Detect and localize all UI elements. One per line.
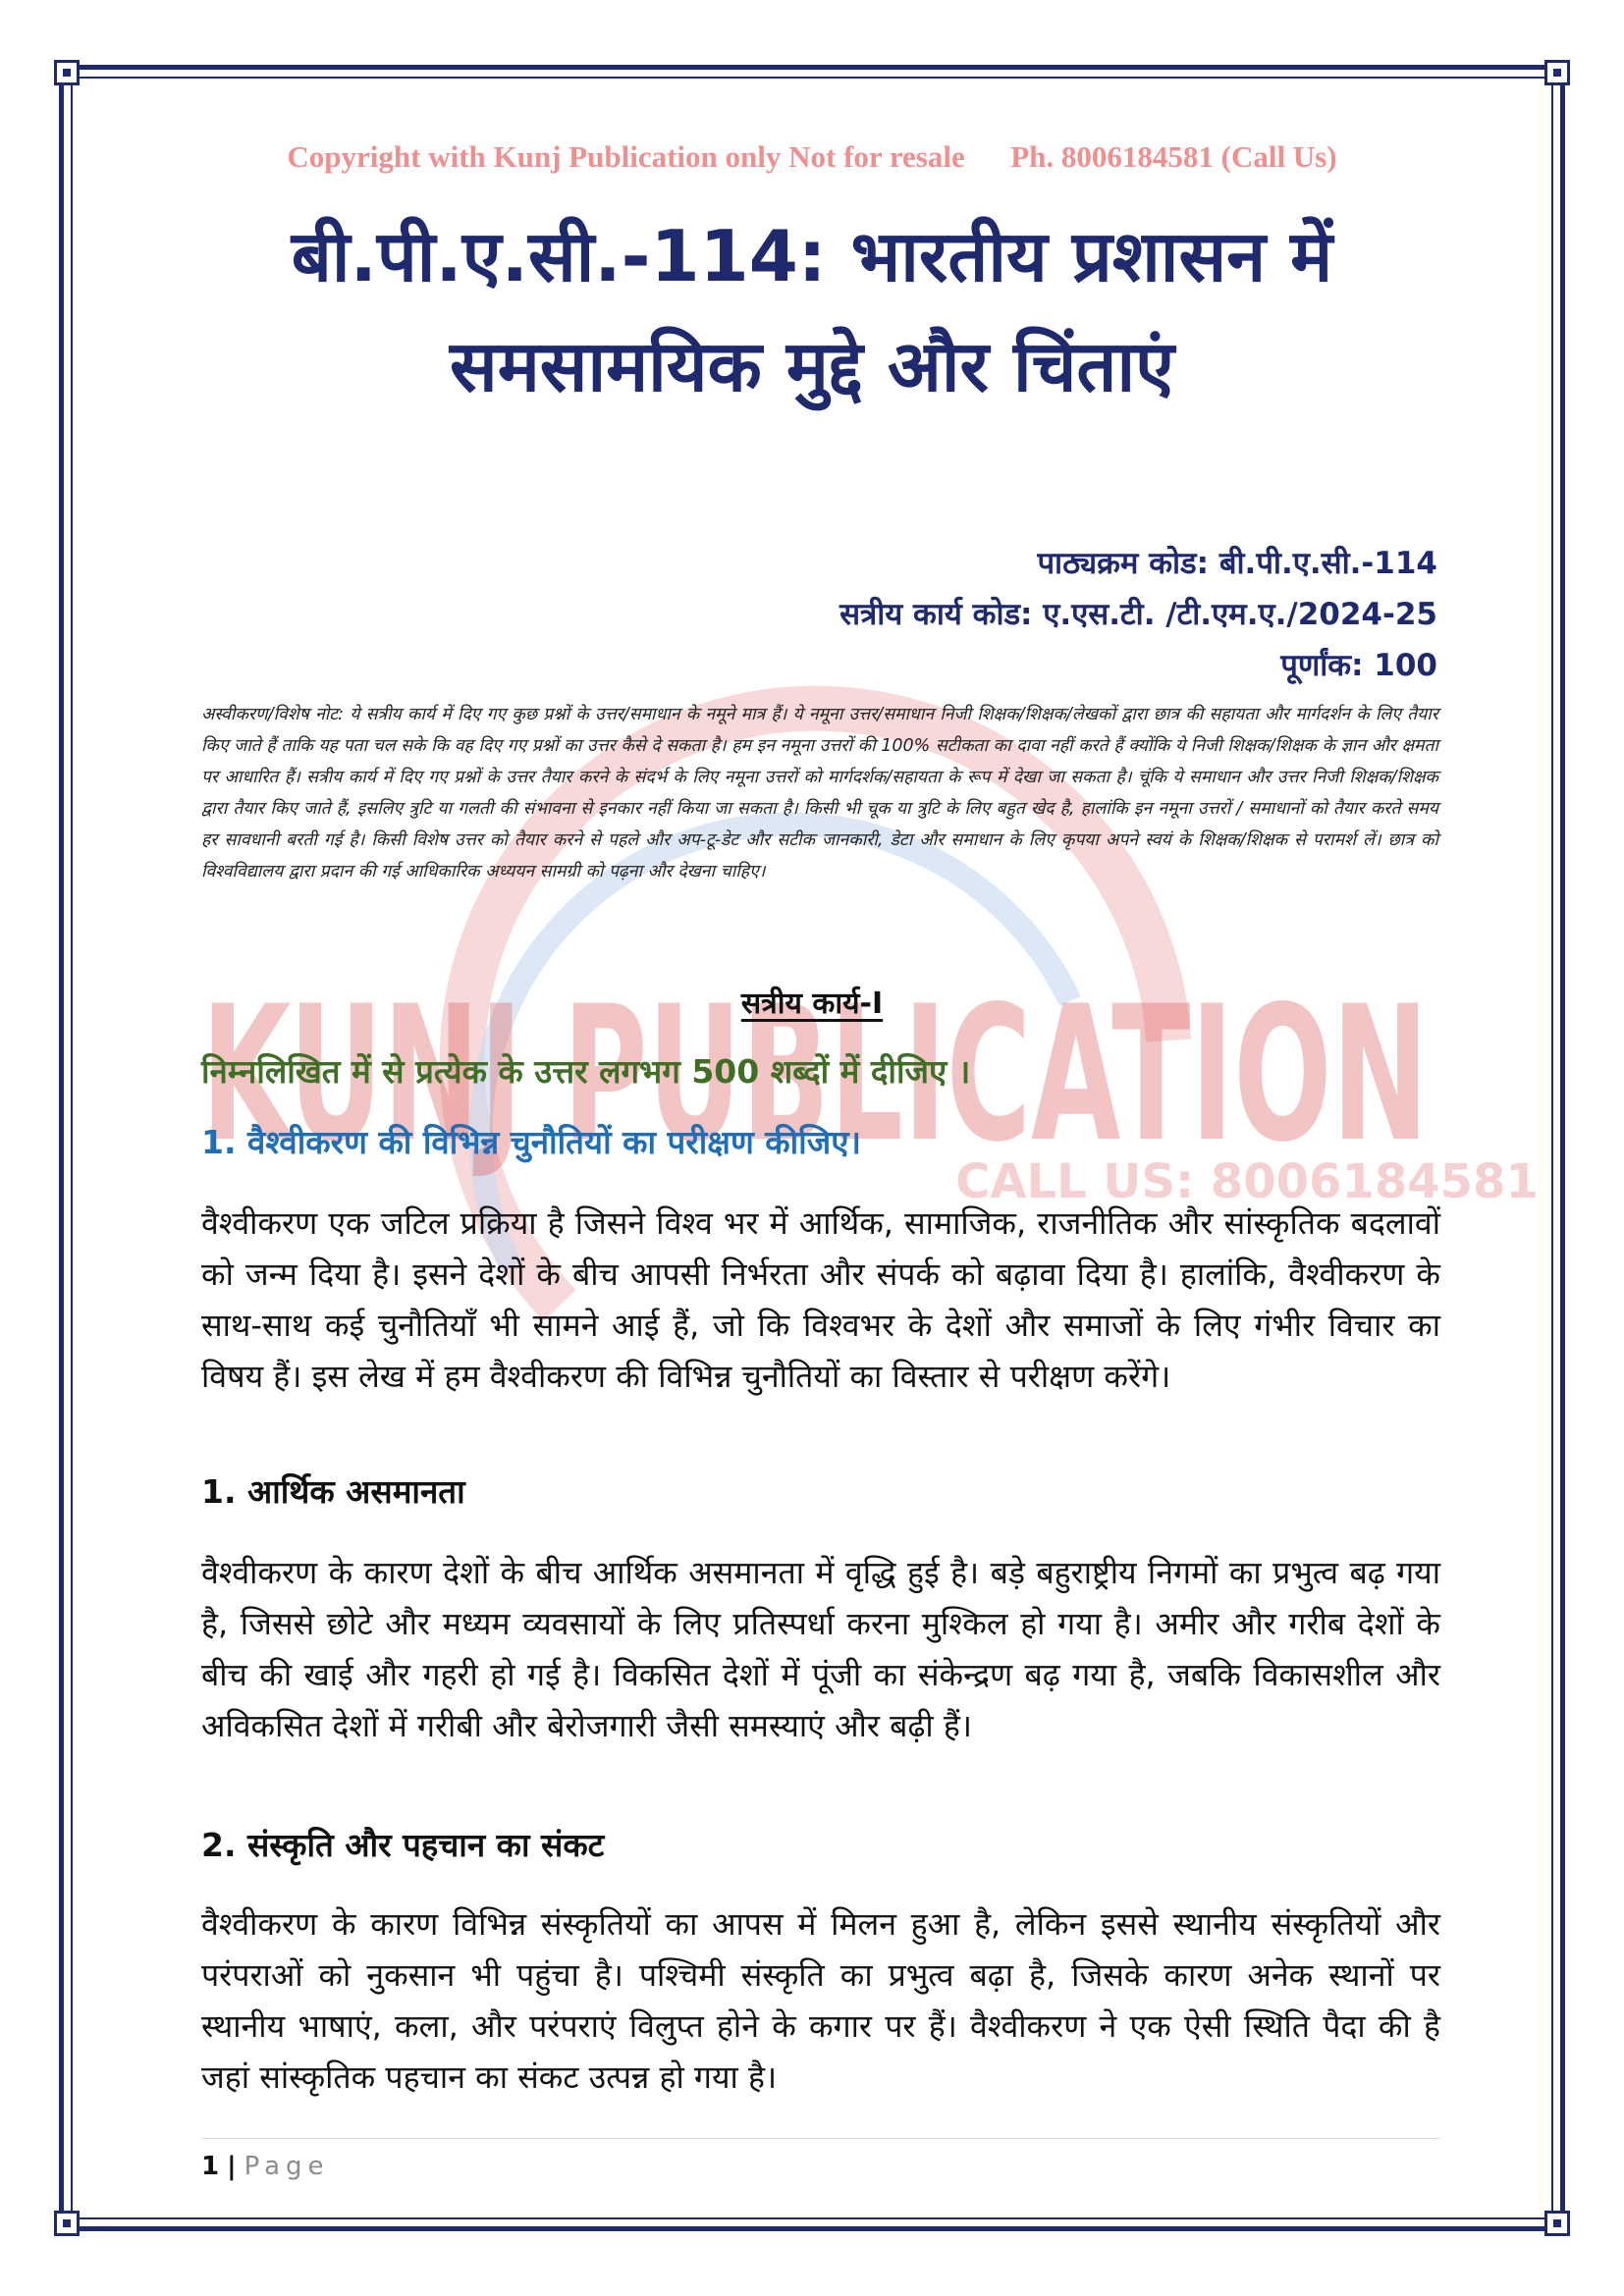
page-number: 1 <box>201 2152 220 2181</box>
title-line-1: बी.पी.ए.सी.-114: भारतीय प्रशासन में <box>291 215 1333 297</box>
border-corner-bottom-right <box>1544 2211 1570 2236</box>
section-heading-2: 2. संस्कृति और पहचान का संकट <box>201 1826 605 1864</box>
border-corner-top-left <box>54 60 80 85</box>
footer-separator: | <box>227 2152 237 2181</box>
footer-divider <box>201 2138 1440 2139</box>
svg-text:CALL US: 8006184581: CALL US: 8006184581 <box>955 1154 1539 1209</box>
assignment-code: सत्रीय कार्य कोड: ए.एस.टी. /टी.एम.ए./2024-25 <box>839 597 1437 632</box>
assignment-heading <box>0 982 1624 1022</box>
page-footer <box>201 2152 330 2181</box>
section-paragraph-1: वैश्वीकरण के कारण देशों के बीच आर्थिक असमानता में वृद्धि हुई है। बड़े बहुराष्ट्रीय निगमों का प्रभुत्व बढ़ गया है, जिससे छोटे और मध्यम व्यवसायों के लिए प्रतिस्पर्धा करना मुश्किल हो गया है। अमीर और गरीब देशों के बीच की खाई और गहरी हो गई है। विकसित देशों में पूंजी का संकेन्द्रण बढ़ गया है, जबकि विकासशील और अविकसित देशों में गरीबी और बेरोजगारी जैसी समस्याएं और बढ़ी हैं। <box>201 1554 1440 1744</box>
border-corner-bottom-left <box>54 2211 80 2236</box>
page-label: Page <box>244 2152 330 2181</box>
max-marks: पूर्णांक: 100 <box>1280 648 1437 683</box>
instruction-text: निम्नलिखित में से प्रत्येक के उत्तर लगभग 500 शब्दों में दीजिए । <box>201 1052 971 1091</box>
assignment-heading-text: सत्रीय कार्य-I <box>740 987 884 1021</box>
border-corner-top-right <box>1544 60 1570 85</box>
copyright-notice: Copyright with Kunj Publication only Not for resale Ph. 8006184581 (Call Us) <box>287 139 1337 174</box>
question-1: 1. वैश्वीकरण की विभिन्न चुनौतियों का परीक्षण कीजिए। <box>201 1123 861 1161</box>
section-paragraph-2: वैश्वीकरण के कारण विभिन्न संस्कृतियों का आपस में मिलन हुआ है, लेकिन इससे स्थानीय संस्कृतियों और परंपराओं को नुकसान भी पहुंचा है। पश्चिमी संस्कृति का प्रभुत्व बढ़ा है, जिसके कारण अनेक स्थानों पर स्थानीय भाषाएं, कला, और परंपराएं विलुप्त होने के कगार पर हैं। वैश्वीकरण ने एक ऐसी स्थिति पैदा की है जहां सांस्कृतिक पहचान का संकट उत्पन्न हो गया है। <box>201 1905 1440 2096</box>
intro-paragraph: वैश्वीकरण एक जटिल प्रक्रिया है जिसने विश्व भर में आर्थिक, सामाजिक, राजनीतिक और सांस्कृतिक बदलावों को जन्म दिया है। इसने देशों के बीच आपसी निर्भरता और संपर्क को बढ़ावा दिया है। हालांकि, वैश्वीकरण के साथ-साथ कई चुनौतियाँ भी सामने आई हैं, जो कि विश्वभर के देशों और समाजों के लिए गंभीर विचार का विषय हैं। इस लेख में हम वैश्वीकरण की विभिन्न चुनौतियों का विस्तार से परीक्षण करेंगे। <box>201 1204 1440 1395</box>
course-code: पाठ्यक्रम कोड: बी.पी.ए.सी.-114 <box>1037 546 1437 581</box>
course-meta <box>839 538 1437 691</box>
document-title <box>177 201 1447 421</box>
title-line-2: समसामयिक मुद्दे और चिंताएं <box>450 325 1174 407</box>
disclaimer-note: अस्वीकरण/विशेष नोट: ये सत्रीय कार्य में दिए गए कुछ प्रश्नों के उत्तर/समाधान के नमूने मात्र हैं। ये नमूना उत्तर/समाधान निजी शिक्षक/शिक्षक/लेखकों द्वारा छात्र की सहायता और मार्गदर्शन के लिए तैयार किए जाते हैं ताकि यह पता चल सके कि वह दिए गए प्रश्नों का उत्तर कैसे दे सकता है। हम इन नमूना उत्तरों की 100% सटीकता का दावा नहीं करते हैं क्योंकि ये निजी शिक्षक/शिक्षक के ज्ञान और क्षमता पर आधारित हैं। सत्रीय कार्य में दिए गए प्रश्नों के उत्तर तैयार करने के संदर्भ के लिए नमूना उत्तरों को मार्गदर्शक/सहायता के रूप में देखा जा सकता है। चूंकि ये समाधान और उत्तर निजी शिक्षक/शिक्षक द्वारा तैयार किए जाते हैं, इसलिए त्रुटि या गलती की संभावना से इनकार नहीं किया जा सकता है। किसी भी चूक या त्रुटि के लिए बहुत खेद है, हालांकि इन नमूना उत्तरों / समाधानों को तैयार करते समय हर सावधानी बरती गई है। किसी विशेष उत्तर को तैयार करने से पहले और अप-टू-डेट और सटीक जानकारी, डेटा और समाधान के लिए कृपया अपने स्वयं के शिक्षक/शिक्षक से परामर्श लें। छात्र को विश्वविद्यालय द्वारा प्रदान की गई आधिकारिक अध्ययन सामग्री को पढ़ना और देखना चाहिए। <box>201 705 1438 881</box>
svg-text:KUNJ PUBLICATION: KUNJ PUBLICATION <box>201 966 1429 1183</box>
section-heading-1: 1. आर्थिक असमानता <box>201 1472 465 1511</box>
